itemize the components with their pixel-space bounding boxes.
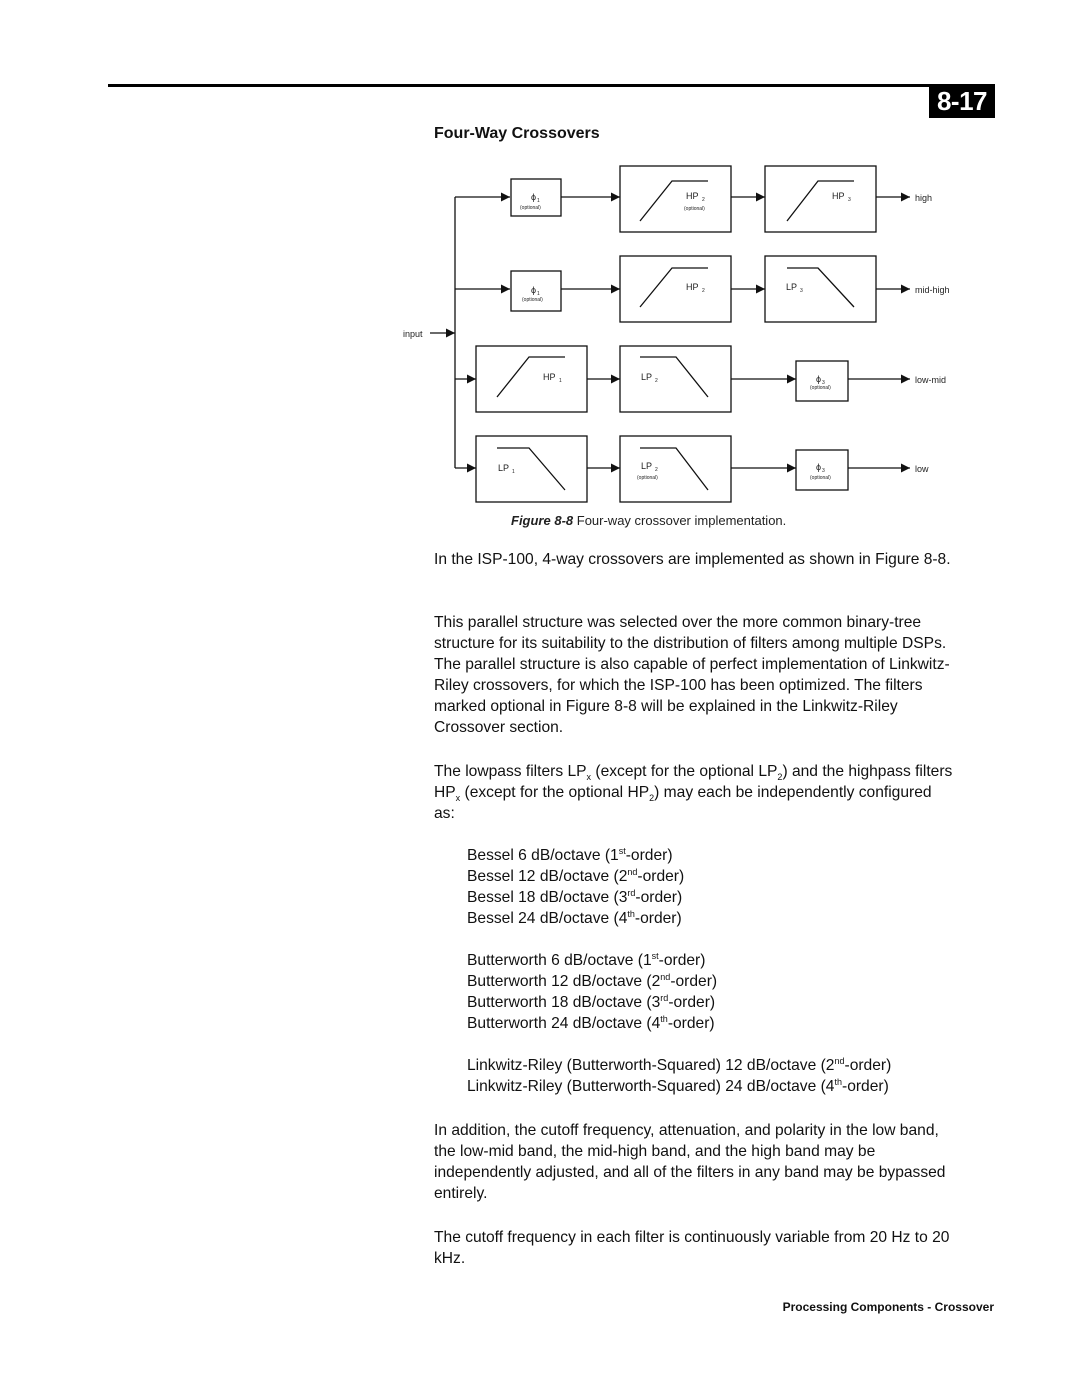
- header-rule: [108, 84, 994, 87]
- input-label: input: [403, 329, 423, 339]
- paragraph-4: In addition, the cutoff frequency, attenuation, and polarity in the low band, the low-mid band, the mid-high band, and the high band may be independently adjusted, and all of the filters in any band may be bypassed entirely.: [434, 1122, 946, 1202]
- page-number: 8-17: [929, 84, 995, 118]
- optional-note: (optional): [810, 385, 831, 391]
- svg-text:1: 1: [512, 469, 515, 475]
- lp3-filter-block: [765, 256, 876, 322]
- output-label-low: low: [915, 464, 929, 474]
- filter-label-lp1: LP: [498, 463, 510, 473]
- hp1-filter-block: [476, 346, 587, 412]
- optional-note: (optional): [637, 475, 658, 481]
- list-item: Butterworth 24 dB/octave (4th-order): [467, 1013, 715, 1032]
- filter-label-hp2: HP: [686, 191, 699, 201]
- linkwitz-riley-group: [467, 1055, 891, 1097]
- svg-text:2: 2: [702, 197, 705, 203]
- list-item: Bessel 12 dB/octave (2nd-order): [467, 866, 685, 885]
- filter-type-list: [467, 845, 891, 1118]
- filter-label-hp2: HP: [686, 282, 699, 292]
- highpass-curve: [787, 181, 854, 221]
- section-title: Four-Way Crossovers: [434, 125, 600, 142]
- svg-text:2: 2: [655, 467, 658, 473]
- svg-text:2: 2: [702, 288, 705, 294]
- filter-label-lp2: LP: [641, 372, 653, 382]
- output-label-low-mid: low-mid: [915, 375, 947, 385]
- hp3-filter-block: [765, 166, 876, 232]
- phase-symbol: ϕ: [531, 285, 537, 295]
- phase-symbol: ϕ: [816, 374, 822, 384]
- filter-label-lp2: LP: [641, 461, 653, 471]
- lp1-filter-block: [476, 436, 587, 502]
- filter-label-hp3: HP: [832, 191, 845, 201]
- bessel-group: [467, 845, 891, 929]
- phase-symbol: ϕ: [531, 192, 537, 202]
- svg-text:1: 1: [537, 198, 540, 204]
- paragraph-1: In the ISP-100, 4-way crossovers are implemented as shown in Figure 8-8.: [434, 551, 951, 568]
- figure-caption-text: Four-way crossover implementation.: [576, 513, 787, 528]
- list-item: Butterworth 18 dB/octave (3rd-order): [467, 992, 716, 1011]
- output-label-high: high: [915, 193, 933, 203]
- svg-text:3: 3: [848, 197, 851, 203]
- filter-label-lp3: LP: [786, 282, 798, 292]
- crossover-diagram: [395, 160, 975, 505]
- page-footer: Processing Components - Crossover: [782, 1300, 994, 1314]
- optional-note: (optional): [684, 206, 705, 212]
- list-item: Bessel 18 dB/octave (3rd-order): [467, 887, 683, 906]
- optional-note: (optional): [520, 205, 541, 211]
- filter-label-hp1: HP: [543, 372, 556, 382]
- paragraph-2: This parallel structure was selected over the more common binary-tree structure for its suitability to the distribution of filters among multiple DSPs. The parallel structure is also capable of perfect implementation of Linkwitz-Riley crossovers, for which the ISP-100 has been optimized. The filters marked optional in Figure 8-8 will be explained in the Linkwitz-Riley Crossover section.: [434, 614, 950, 736]
- optional-note: (optional): [522, 297, 543, 303]
- svg-text:3: 3: [822, 468, 825, 474]
- butterworth-group: [467, 950, 891, 1034]
- output-label-mid-high: mid-high: [915, 285, 950, 295]
- figure-caption: [511, 513, 786, 528]
- list-item: Linkwitz-Riley (Butterworth-Squared) 12 dB/octave (2nd-order): [467, 1055, 892, 1074]
- svg-text:3: 3: [822, 380, 825, 386]
- optional-note: (optional): [810, 475, 831, 481]
- lp2-filter-block: [620, 346, 731, 412]
- lowpass-curve: [787, 268, 854, 307]
- paragraph-3: The lowpass filters $LP_x$ (except for the optional $LP_2$) and the highpass filters $HP_x$ (except for the optional $HP_2$) may each be independently configured as:: [434, 763, 953, 822]
- figure-label: Figure 8-8: [511, 513, 574, 528]
- svg-text:1: 1: [559, 378, 562, 384]
- hp2-filter-block: [620, 166, 731, 232]
- highpass-curve: [640, 181, 708, 221]
- lp2-filter-block: [620, 436, 731, 502]
- svg-text:3: 3: [800, 288, 803, 294]
- list-item: Butterworth 12 dB/octave (2nd-order): [467, 971, 718, 990]
- list-item: Linkwitz-Riley (Butterworth-Squared) 24 dB/octave (4th-order): [467, 1076, 889, 1095]
- list-item: Bessel 24 dB/octave (4th-order): [467, 908, 682, 927]
- list-item: Butterworth 6 dB/octave (1st-order): [467, 950, 706, 969]
- phase-symbol: ϕ: [816, 462, 822, 472]
- paragraph-5: The cutoff frequency in each filter is continuously variable from 20 Hz to 20 kHz.: [434, 1229, 950, 1267]
- svg-text:1: 1: [537, 291, 540, 297]
- list-item: Bessel 6 dB/octave (1st-order): [467, 845, 673, 864]
- hp2-filter-block: [620, 256, 731, 322]
- svg-text:2: 2: [655, 378, 658, 384]
